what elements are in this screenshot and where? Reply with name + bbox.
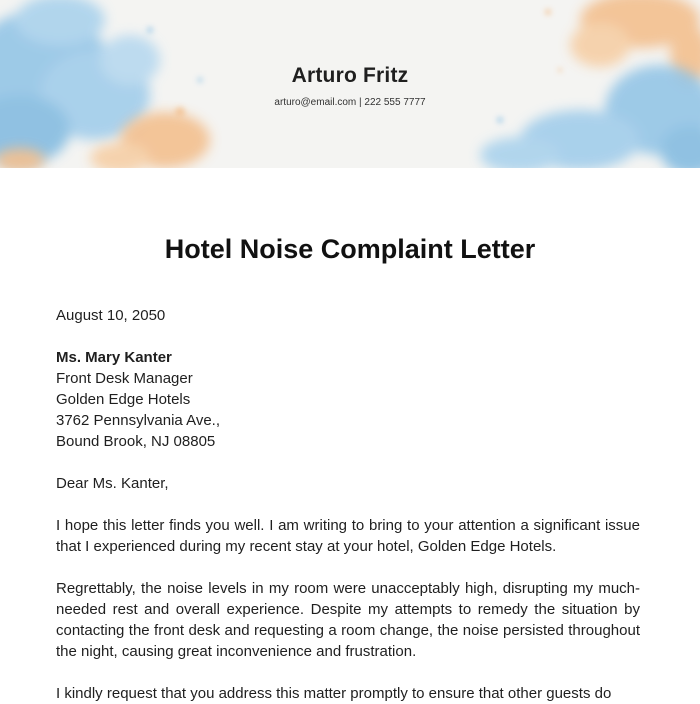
letter-date: August 10, 2050 bbox=[56, 307, 166, 324]
document-title: Hotel Noise Complaint Letter bbox=[164, 234, 536, 264]
letterhead-banner bbox=[0, 0, 700, 168]
recipient-name: Ms. Mary Kanter bbox=[56, 349, 172, 366]
recipient-position: Front Desk Manager bbox=[56, 370, 193, 387]
recipient-street: 3762 Pennsylvania Ave., bbox=[56, 412, 221, 429]
salutation: Dear Ms. Kanter, bbox=[56, 475, 169, 492]
sender-contact: arturo@email.com | 222 555 7777 bbox=[274, 97, 426, 108]
recipient-city: Bound Brook, NJ 08805 bbox=[56, 433, 216, 450]
recipient-block bbox=[56, 347, 640, 452]
paragraph-issue: Regrettably, the noise levels in my room were unacceptably high, disrupting my much-needed rest and overall experience. Despite my attempts to remedy the situation by contacting the front desk and requesting a room change, the noise persisted throughout the night, causing great inconvenience and frustration. bbox=[56, 580, 640, 660]
sender-name: Arturo Fritz bbox=[291, 64, 409, 87]
recipient-company: Golden Edge Hotels bbox=[56, 391, 191, 408]
paragraph-intro: I hope this letter finds you well. I am writing to bring to your attention a significant issue that I experienced during my recent stay at your hotel, Golden Edge Hotels. bbox=[56, 517, 640, 555]
paragraph-request: I kindly request that you address this matter promptly to ensure that other guests do bbox=[56, 685, 612, 702]
